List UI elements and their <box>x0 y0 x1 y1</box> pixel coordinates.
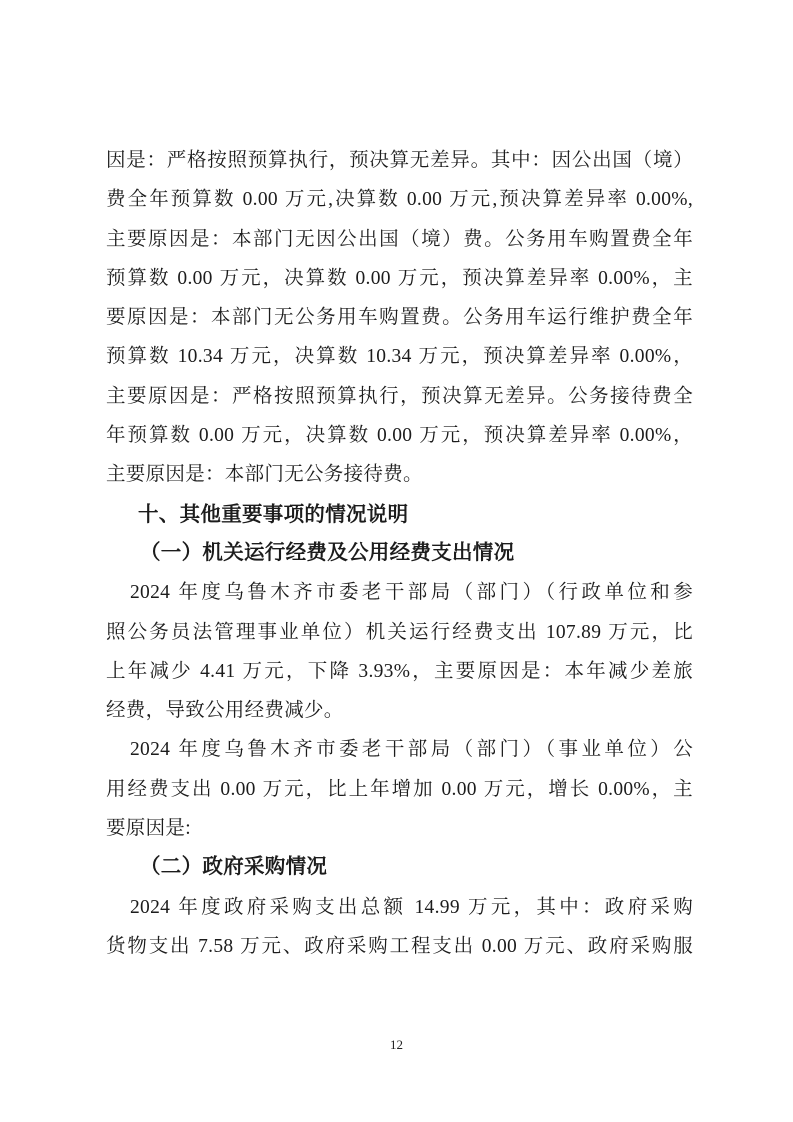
paragraph-line: 要原因是：本部门无公务用车购置费。公务用车运行维护费全年 <box>106 307 693 329</box>
paragraph-government-procurement <box>106 888 693 967</box>
paragraph-line: 经费，导致公用经费减少。 <box>106 700 344 722</box>
page-number: 12 <box>390 1037 403 1052</box>
paragraph-line: 要原因是: <box>106 818 191 840</box>
paragraph-line: 用经费支出 0.00 万元，比上年增加 0.00 万元，增长 0.00%，主 <box>106 778 693 800</box>
paragraph-line: 2024 年度政府采购支出总额 14.99 万元，其中：政府采购 <box>130 896 693 918</box>
subsection-heading-operating-funds: （一）机关运行经费及公用经费支出情况 <box>140 541 515 564</box>
document-body <box>106 141 693 966</box>
subsection-heading-government-procurement: （二）政府采购情况 <box>140 856 328 879</box>
paragraph-line: 主要原因是：严格按照预算执行，预决算无差异。公务接待费全 <box>106 385 693 407</box>
paragraph-line: 2024 年度乌鲁木齐市委老干部局（部门）（行政单位和参 <box>130 582 693 604</box>
paragraph-line: 主要原因是：本部门无因公出国（境）费。公务用车购置费全年 <box>106 228 693 250</box>
paragraph-line: 因是：严格按照预算执行，预决算无差异。其中：因公出国（境） <box>106 150 693 171</box>
paragraph-line: 费全年预算数 0.00 万元,决算数 0.00 万元,预决算差异率 0.00%, <box>106 189 693 211</box>
paragraph-line: 主要原因是：本部门无公务接待费。 <box>106 464 423 486</box>
paragraph-line: 照公务员法管理事业单位）机关运行经费支出 107.89 万元，比 <box>106 621 693 643</box>
paragraph-travel-expenses <box>106 141 693 495</box>
section-heading-other-important-matters: 十、其他重要事项的情况说明 <box>138 502 409 526</box>
paragraph-line: 年预算数 0.00 万元，决算数 0.00 万元，预决算差异率 0.00%， <box>106 425 693 447</box>
paragraph-line: 预算数 0.00 万元，决算数 0.00 万元，预决算差异率 0.00%，主 <box>106 267 693 289</box>
paragraph-operating-funds-admin <box>106 573 693 730</box>
paragraph-public-funds-institutions <box>106 730 693 848</box>
paragraph-line: 预算数 10.34 万元，决算数 10.34 万元，预决算差异率 0.00%， <box>106 346 693 368</box>
paragraph-line: 货物支出 7.58 万元、政府采购工程支出 0.00 万元、政府采购服 <box>106 935 693 957</box>
paragraph-line: 上年减少 4.41 万元，下降 3.93%，主要原因是：本年减少差旅 <box>106 660 693 682</box>
paragraph-line: 2024 年度乌鲁木齐市委老干部局（部门）（事业单位）公 <box>130 739 693 761</box>
